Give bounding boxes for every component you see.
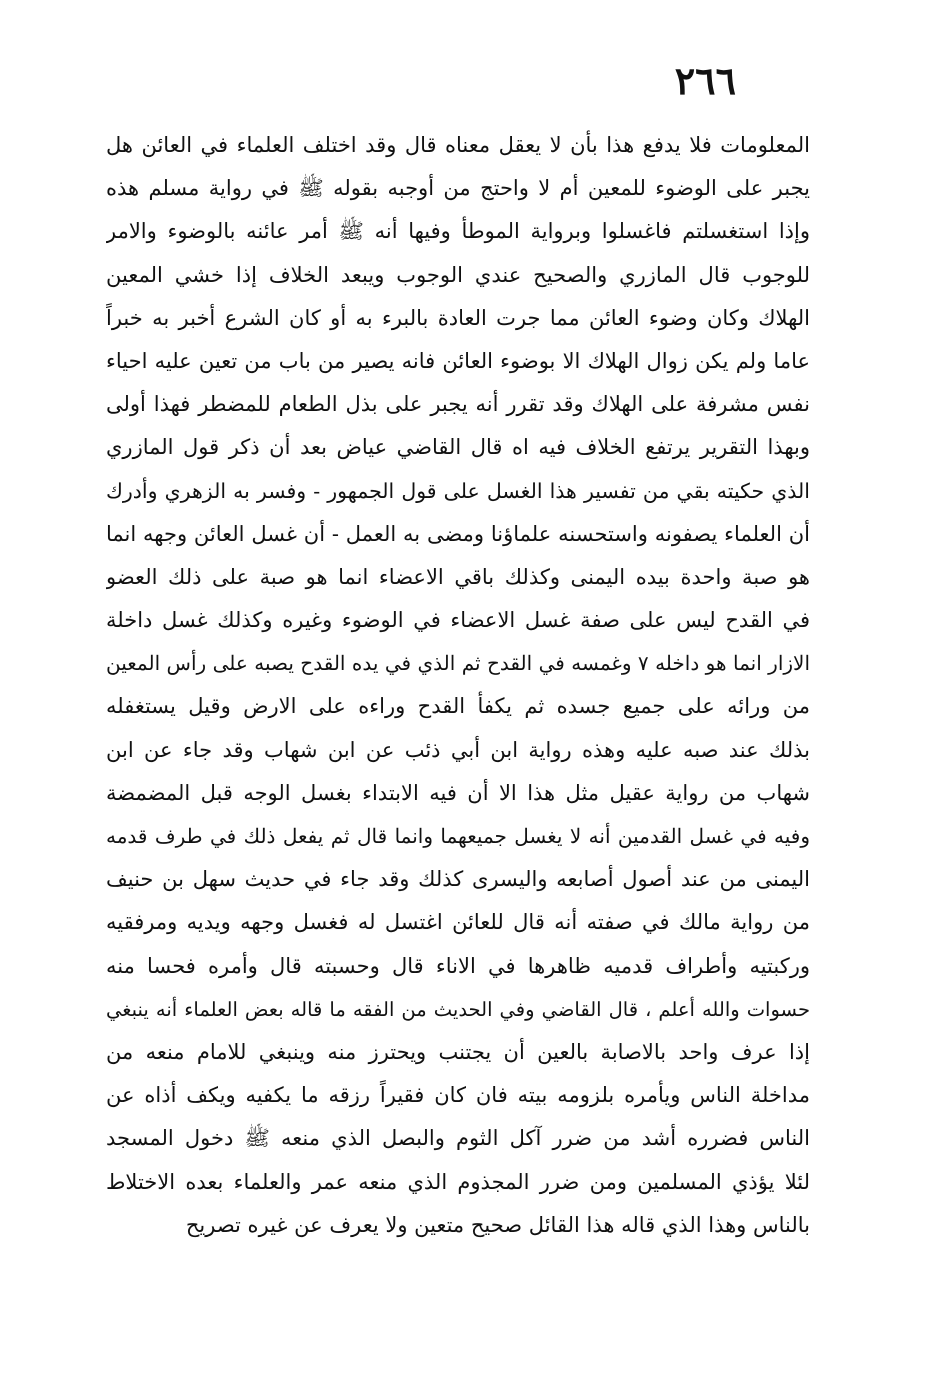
text-line: وركبتيه وأطراف قدميه ظاهرها في الاناء قال وحسبته قال وأمره فحسا منه <box>106 953 810 978</box>
text-line: في القدح ليس على صفة غسل الاعضاء في الوضوء وغيره وكذلك غسل داخلة <box>106 608 810 633</box>
text-line: أن العلماء يصفونه واستحسنه علماؤنا ومضى به العمل - أن غسل العائن وجهه انما <box>106 521 810 546</box>
text-line: لئلا يؤذي المسلمين ومن ضرر المجذوم الذي منعه عمر والعلماء بعده الاختلاط <box>106 1169 810 1194</box>
text-line: اليمنى من عند أصول أصابعه واليسرى كذلك وقد جاء في حديث سهل بن حنيف <box>106 867 810 892</box>
text-line: نفس مشرفة على الهلاك وقد تقرر أنه يجبر على بذل الطعام للمضطر فهذا أولى <box>106 392 810 417</box>
text-line: من رواية مالك في صفته أنه قال للعائن اغتسل له فغسل وجهه ويديه ومرفقيه <box>106 910 810 935</box>
text-line: وبهذا التقرير يرتفع الخلاف فيه اه قال القاضي عياض بعد أن ذكر قول المازري <box>106 435 810 460</box>
text-line: وإذا استغسلتم فاغسلوا وبرواية الموطأ وفيها أنه ﷺ أمر عائنه بالوضوء والامر <box>106 219 810 244</box>
text-line: عاما ولم يكن زوال الهلاك الا بوضوء العائن فانه يصير من باب من تعين عليه احياء <box>106 348 810 373</box>
text-line: الازار انما هو داخله ٧ وغمسه في القدح ثم الذي في يده القدح يصبه على رأس المعين <box>106 651 810 676</box>
text-line: حسوات والله أعلم ، قال القاضي وفي الحديث من الفقه ما قاله بعض العلماء أنه ينبغي <box>106 997 810 1021</box>
text-line: المعلومات فلا يدفع هذا بأن لا يعقل معناه قال وقد اختلف العلماء في العائن هل <box>106 133 810 157</box>
text-line: وفيه في غسل القدمين أنه لا يغسل جميعهما وانما قال ثم يفعل ذلك في طرف قدمه <box>106 824 810 848</box>
text-line: بذلك عند صبه عليه وهذه رواية ابن أبي ذئب عن ابن شهاب وقد جاء عن ابن <box>106 737 810 762</box>
text-line: الذي حكيته بقي من تفسير هذا الغسل على قول الجمهور - وفسر به الزهري وأدرك <box>106 478 810 503</box>
body-text <box>106 124 810 1247</box>
text-line: مداخلة الناس ويأمره بلزومه بيته فان كان فقيراً رزقه ما يكفيه ويكف أذاه عن <box>106 1083 810 1108</box>
text-line: للوجوب قال المازري والصحيح عندي الوجوب ويبعد الخلاف إذا خشي المعين <box>106 262 810 287</box>
text-line: هو صبة واحدة بيده اليمنى وكذلك باقي الاعضاء انما هو صبة على ذلك العضو <box>106 564 810 589</box>
page-number: ٢٦٦ <box>674 58 736 103</box>
text-line: إذا عرف واحد بالاصابة بالعين أن يجتنب ويحترز منه وينبغي للامام منعه من <box>106 1039 810 1064</box>
text-line: الهلاك وكان وضوء العائن مما جرت العادة بالبرء به أو كان الشرع أخبر به خبراً <box>106 305 810 330</box>
text-line: شهاب من رواية عقيل مثل هذا الا أن فيه الابتداء بغسل الوجه قبل المضمضة <box>106 780 810 805</box>
text-line: من ورائه على جميع جسده ثم يكفأ القدح وراءه على الارض وقيل يستغفله <box>106 694 810 719</box>
text-line: الناس فضرره أشد من ضرر آكل الثوم والبصل الذي منعه ﷺ دخول المسجد <box>106 1126 810 1151</box>
text-line: يجبر على الوضوء للمعين أم لا واحتج من أوجبه بقوله ﷺ في رواية مسلم هذه <box>106 176 810 201</box>
text-line: بالناس وهذا الذي قاله هذا القائل صحيح متعين ولا يعرف عن غيره تصريح <box>185 1212 810 1237</box>
